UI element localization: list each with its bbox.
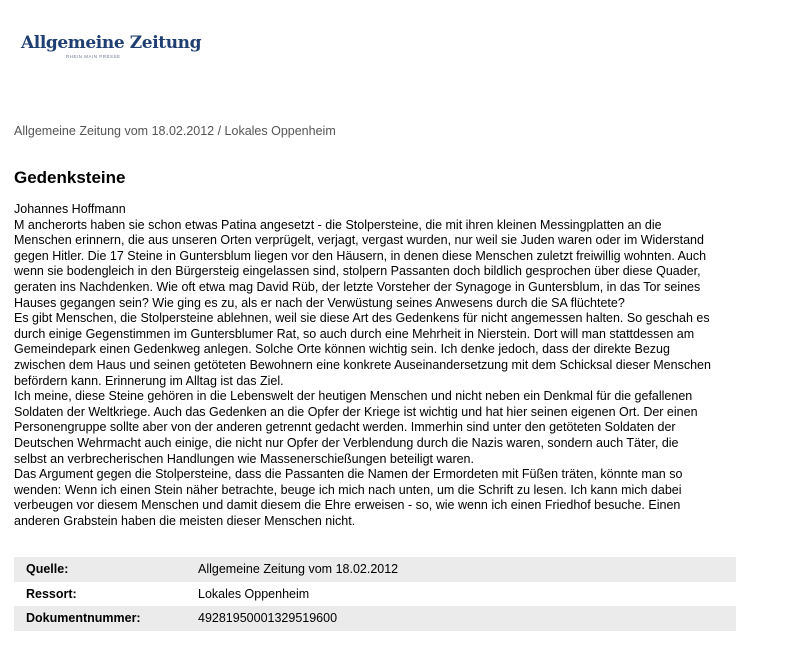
metadata-label: Dokumentnummer: [14, 606, 186, 631]
article-line: Hauses gegangen sein? Wie ging es zu, als er nach der Verwüstung seines Anwesens durch die SA flüchtete? [14, 295, 625, 310]
article-line: Ich meine, diese Steine gehören in die Lebenswelt der heutigen Menschen und nicht neben ein Denkmal für die gefallenen [14, 389, 693, 404]
article-line: wenn sie bodengleich in den Bürgersteig eingelassen sind, stolpern Passanten doch bildlich gesprochen über diese Quader, [14, 264, 701, 279]
article-line: geraten ins Nachdenken. Wie oft etwa mag David Rüb, der letzte Vorsteher der Synagoge in Guntersblum, in das Tor seines [14, 279, 701, 294]
article-line: anderen Grabstein haben die meisten dieser Menschen nicht. [14, 513, 356, 528]
metadata-label: Quelle: [14, 557, 186, 582]
article-source-line: Allgemeine Zeitung vom 18.02.2012 / Lokales Oppenheim [14, 124, 336, 138]
article-title: Gedenksteine [14, 168, 126, 187]
metadata-value: Lokales Oppenheim [198, 586, 310, 601]
article-line: Gemeindepark einen Gedenkweg anlegen. Solche Orte können wichtig sein. Ich denke jedoch, dass der direkte Bezug [14, 342, 670, 357]
article-line: zwischen dem Haus und seinen getöteten Bewohnern eine konkrete Auseinandersetzung mit dem Schicksal dieser Menschen [14, 357, 711, 372]
metadata-value: 49281950001329519600 [186, 606, 736, 631]
article-line: wenden: Wenn ich einen Stein näher betrachte, beuge ich mich nach unten, um die Schrift zu lesen. Ich kann mich dabei [14, 482, 682, 497]
metadata-row-source [14, 557, 736, 582]
article-line: Deutschen Wehrmacht auch einige, die nicht nur Opfer der Verblendung durch die Nazis waren, sondern auch Täter, die [14, 435, 679, 450]
article-line: Personengruppe sollte aber von der anderen getrennt gedacht werden. Immerhin sind unter den getöteten Soldaten der [14, 420, 676, 435]
article-line: Menschen erinnern, die aus unseren Orten verprügelt, verjagt, vergast wurden, nur weil sie Juden waren oder im Widerstand [14, 233, 704, 248]
logo-wordmark: Allgemeine Zeitung [21, 33, 202, 53]
article-line: befördern kann. Erinnerung im Alltag ist das Ziel. [14, 373, 284, 388]
article-line: verbeugen vor diesem Menschen und damit diesem die Ehre erweisen - so, wie wenn ich einen Friedhof besuche. Einen [14, 498, 681, 513]
article-body [14, 202, 788, 529]
metadata-row-document-number [14, 606, 736, 631]
document-metadata-table [14, 557, 736, 631]
article-author: Johannes Hoffmann [14, 202, 126, 216]
newspaper-logo [21, 33, 202, 69]
article-line: Soldaten der Weltkriege. Auch das Gedenken an die Opfer der Kriege ist wichtig und hat hier seinen eigenen Ort. Der einen [14, 404, 698, 419]
article-line: Das Argument gegen die Stolpersteine, dass die Passanten die Namen der Ermordeten mit Füßen träten, könnte man so [14, 467, 683, 482]
article-line: M ancherorts haben sie schon etwas Patina angesetzt - die Stolpersteine, die mit ihren kleinen Messingplatten an die [14, 217, 662, 232]
article-line: durch einige Gegenstimmen im Guntersblumer Rat, so auch durch eine Mehrheit in Nierstein. Dort will man stattdessen am [14, 326, 695, 341]
article-line: Es gibt Menschen, die Stolpersteine ablehnen, weil sie diese Art des Gedenkens für nicht angemessen halten. So geschah es [14, 311, 710, 326]
article-line: selbst an verbrecherischen Handlungen wie Massenerschießungen beteiligt waren. [14, 451, 474, 466]
metadata-label: Ressort: [26, 586, 77, 601]
metadata-value: Allgemeine Zeitung vom 18.02.2012 [186, 557, 736, 582]
metadata-row-section [14, 582, 736, 607]
article-line: gegen Hitler. Die 17 Steine in Guntersblum liegen vor den Häusern, in denen diese Menschen zuletzt freiwillig wohnten. Auch [14, 248, 707, 263]
logo-tagline: RHEIN MAIN PRESSE [66, 54, 121, 59]
